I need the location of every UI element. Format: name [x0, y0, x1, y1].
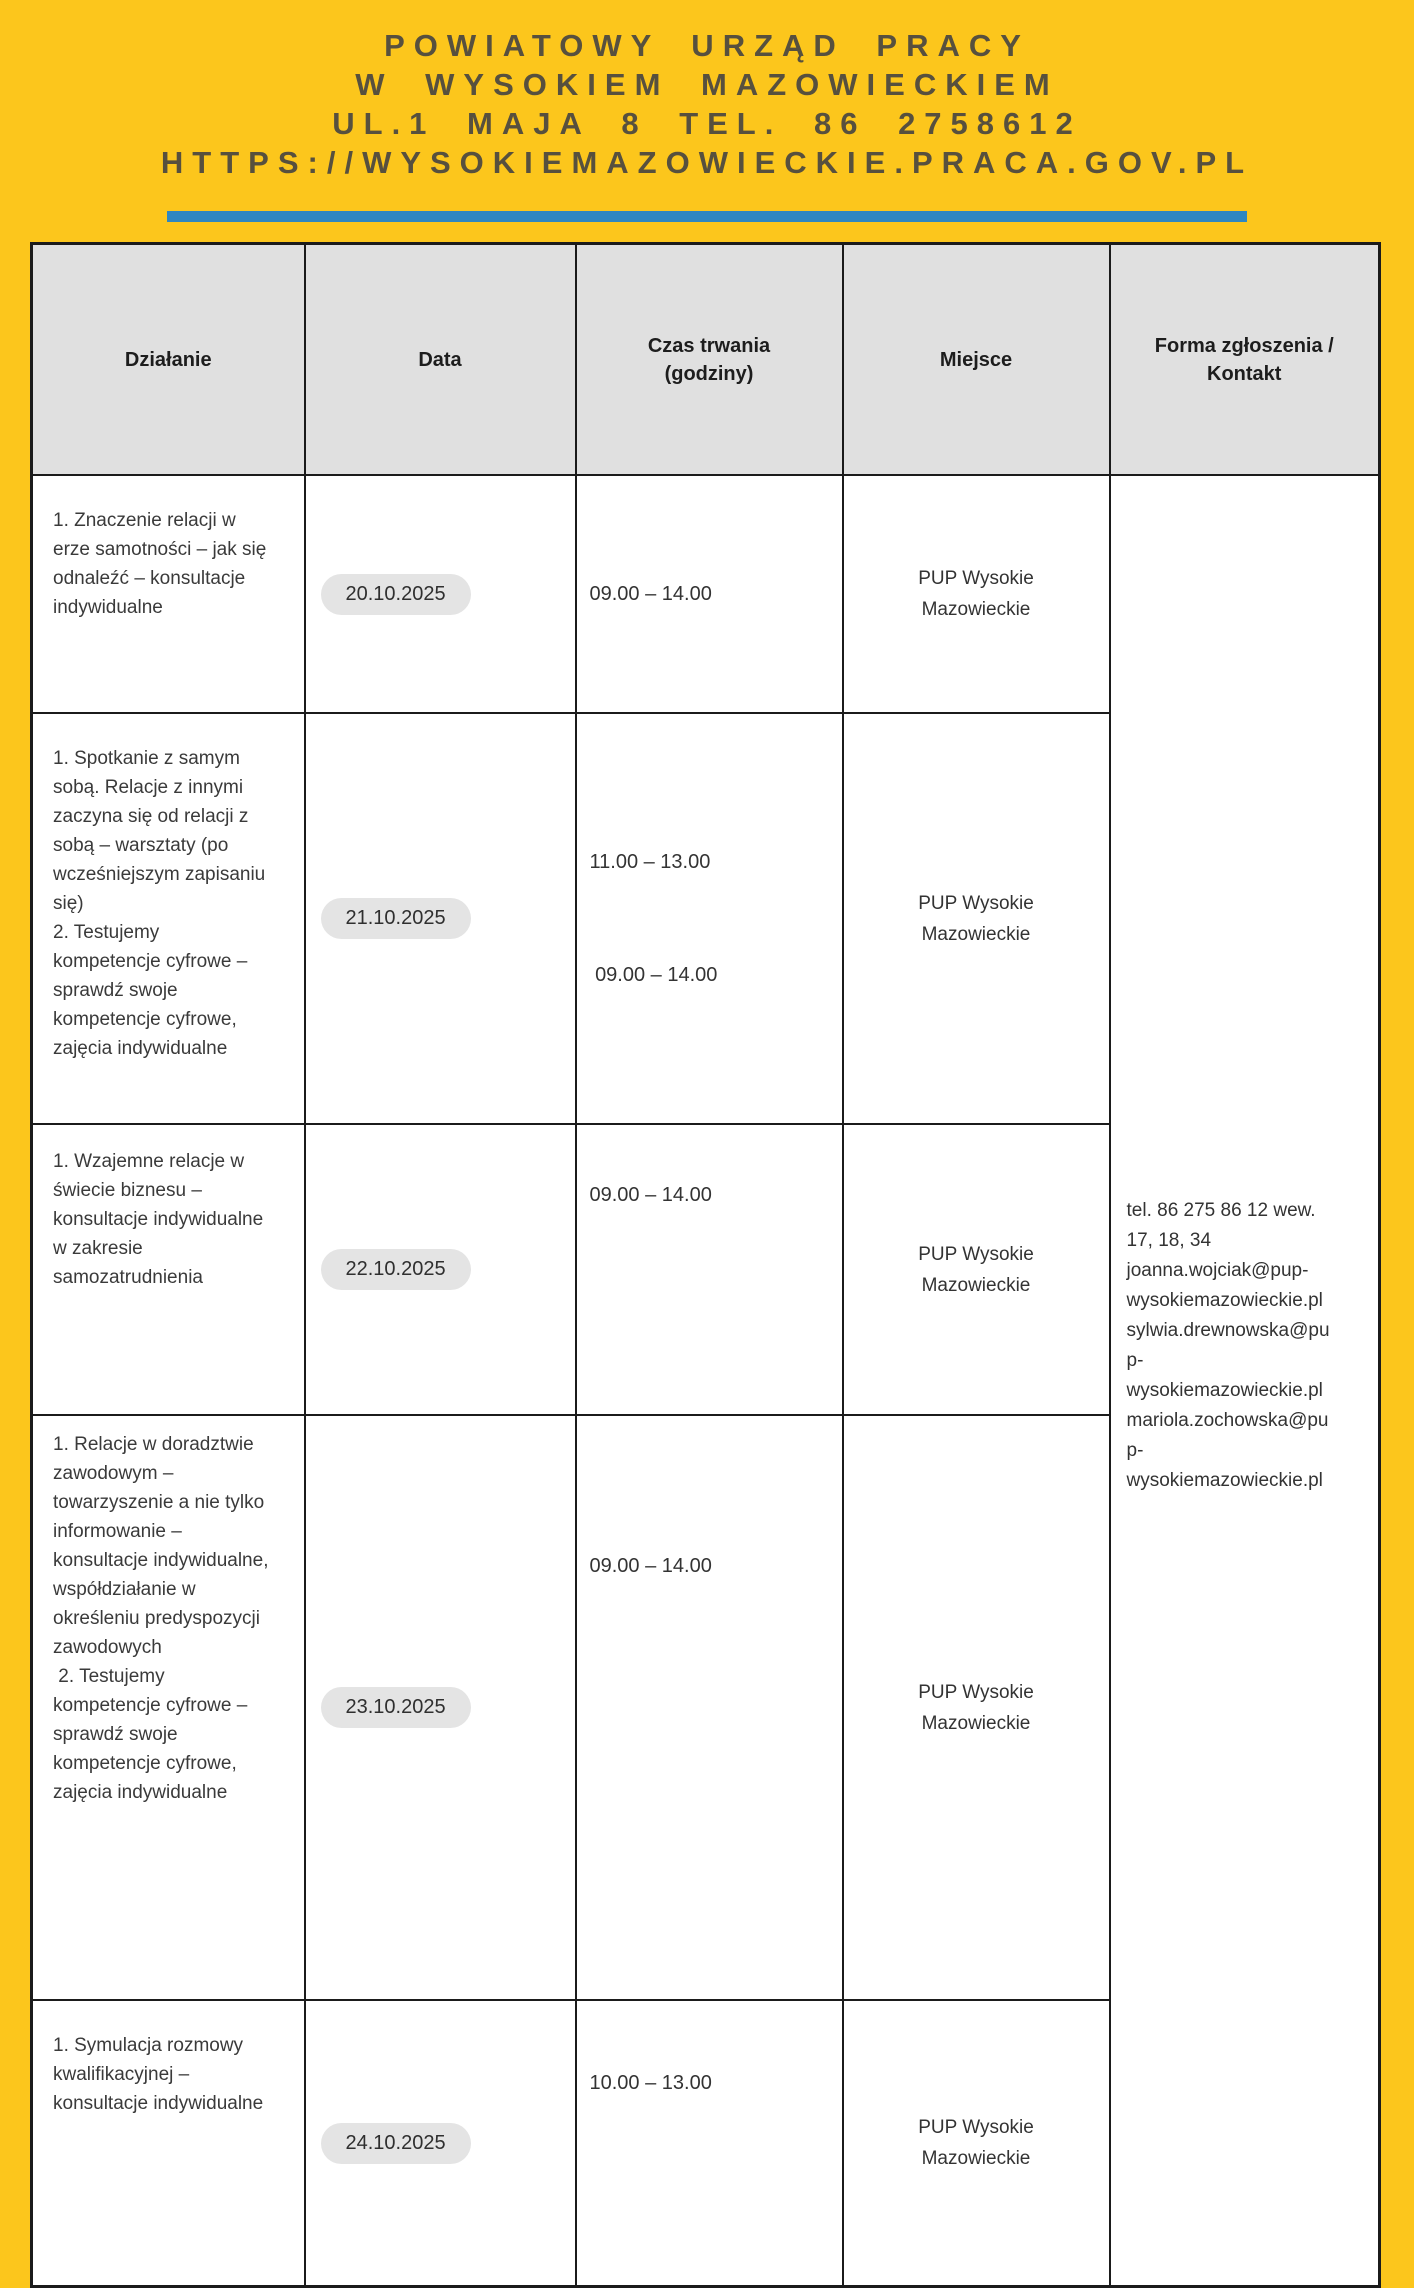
time-cell — [576, 1415, 843, 2000]
column-header-label: Miejsce — [939, 348, 1013, 371]
date-cell — [305, 1124, 576, 1415]
column-header-label: (godziny) — [664, 362, 754, 385]
activity-text: 1. Symulacja rozmowy kwalifikacyjnej – konsultacje indywidualne — [53, 2035, 264, 2114]
location-text: PUP Wysokie Mazowieckie — [918, 1681, 1034, 1734]
time-cell — [576, 1124, 843, 1415]
time-text: 11.00 – 13.00 — [589, 851, 711, 873]
time-text: 09.00 – 14.00 — [589, 964, 718, 986]
time-cell — [576, 713, 843, 1124]
activity-text: 1. Relacje w doradztwie zawodowym – towarzyszenie a nie tylko informowanie – konsultacje indywidualne, współdziałanie w określeniu predyspozycji zawodowych — [53, 1434, 274, 1658]
activity-text: 1. Wzajemne relacje w świecie biznesu – konsultacje indywidualne w zakresie samozatrudnienia — [53, 1151, 269, 1288]
column-header-czas — [576, 244, 843, 476]
letterhead-url: HTTPS://WYSOKIEMAZOWIECKIE.PRACA.GOV.PL — [160, 145, 1254, 180]
contact-email-text: sylwia.drewnowska@pup-wysokiemazowieckie.pl — [1126, 1319, 1330, 1401]
accent-divider-bar — [167, 211, 1247, 222]
date-cell — [305, 475, 576, 713]
time-text: 09.00 – 14.00 — [589, 583, 712, 605]
activity-text: 1. Znaczenie relacji w erze samotności – jak się odnaleźć – konsultacje indywidualne — [53, 510, 272, 618]
time-text: 10.00 – 13.00 — [589, 2072, 712, 2094]
activity-text: 2. Testujemy kompetencje cyfrowe – sprawdź swoje kompetencje cyfrowe, zajęcia indywidualne — [53, 1666, 253, 1803]
location-cell — [843, 1124, 1110, 1415]
activity-text: 2. Testujemy kompetencje cyfrowe – sprawdź swoje kompetencje cyfrowe, zajęcia indywidualne — [53, 922, 253, 1059]
letterhead-line-2: W WYSOKIEM MAZOWIECKIEM — [355, 67, 1059, 102]
date-pill: 22.10.2025 — [321, 1249, 471, 1290]
activity-cell — [32, 1124, 305, 1415]
column-header-data — [305, 244, 576, 476]
location-text: PUP Wysokie Mazowieckie — [918, 1243, 1034, 1296]
contact-cell — [1110, 475, 1380, 2287]
column-header-label: Działanie — [124, 348, 212, 371]
letterhead-line-1: POWIATOWY URZĄD PRACY — [384, 28, 1030, 63]
table-row — [32, 475, 1380, 713]
location-text: PUP Wysokie Mazowieckie — [918, 2117, 1034, 2169]
contact-phone-text: tel. 86 275 86 12 wew. 17, 18, 34 — [1126, 1199, 1316, 1251]
location-cell — [843, 1415, 1110, 2000]
date-pill: 23.10.2025 — [321, 1687, 471, 1728]
letterhead — [0, 0, 1414, 182]
column-header-label: Kontakt — [1207, 362, 1282, 385]
activity-text: 1. Spotkanie z samym sobą. Relacje z innymi zaczyna się od relacji z sobą – warsztaty (po wcześniejszym zapisaniu się) — [53, 748, 271, 914]
contact-email-text: mariola.zochowska@pup-wysokiemazowieckie.pl — [1126, 1409, 1329, 1491]
column-header-label: Czas trwania — [647, 334, 771, 357]
column-header-kontakt — [1110, 244, 1380, 476]
location-cell — [843, 713, 1110, 1124]
time-text: 09.00 – 14.00 — [589, 1555, 712, 1577]
column-header-label: Data — [418, 348, 462, 371]
column-header-dzialanie — [32, 244, 305, 476]
column-header-label: Forma zgłoszenia / — [1154, 334, 1334, 357]
activity-cell — [32, 2000, 305, 2287]
table-header-row — [32, 244, 1380, 476]
schedule-table — [30, 242, 1381, 2288]
location-cell — [843, 475, 1110, 713]
time-text: 09.00 – 14.00 — [589, 1184, 712, 1206]
activity-cell — [32, 713, 305, 1124]
location-text: PUP Wysokie Mazowieckie — [918, 568, 1034, 620]
date-cell — [305, 2000, 576, 2287]
date-cell — [305, 713, 576, 1124]
location-text: PUP Wysokie Mazowieckie — [918, 892, 1034, 945]
date-pill: 20.10.2025 — [321, 574, 471, 615]
date-pill: 24.10.2025 — [321, 2123, 471, 2164]
activity-cell — [32, 475, 305, 713]
column-header-miejsce — [843, 244, 1110, 476]
letterhead-line-3: UL.1 MAJA 8 TEL. 86 2758612 — [332, 106, 1082, 141]
activity-cell — [32, 1415, 305, 2000]
time-cell — [576, 475, 843, 713]
contact-email-text: joanna.wojciak@pup-wysokiemazowieckie.pl — [1126, 1259, 1323, 1311]
date-cell — [305, 1415, 576, 2000]
location-cell — [843, 2000, 1110, 2287]
date-pill: 21.10.2025 — [321, 898, 471, 939]
time-cell — [576, 2000, 843, 2287]
